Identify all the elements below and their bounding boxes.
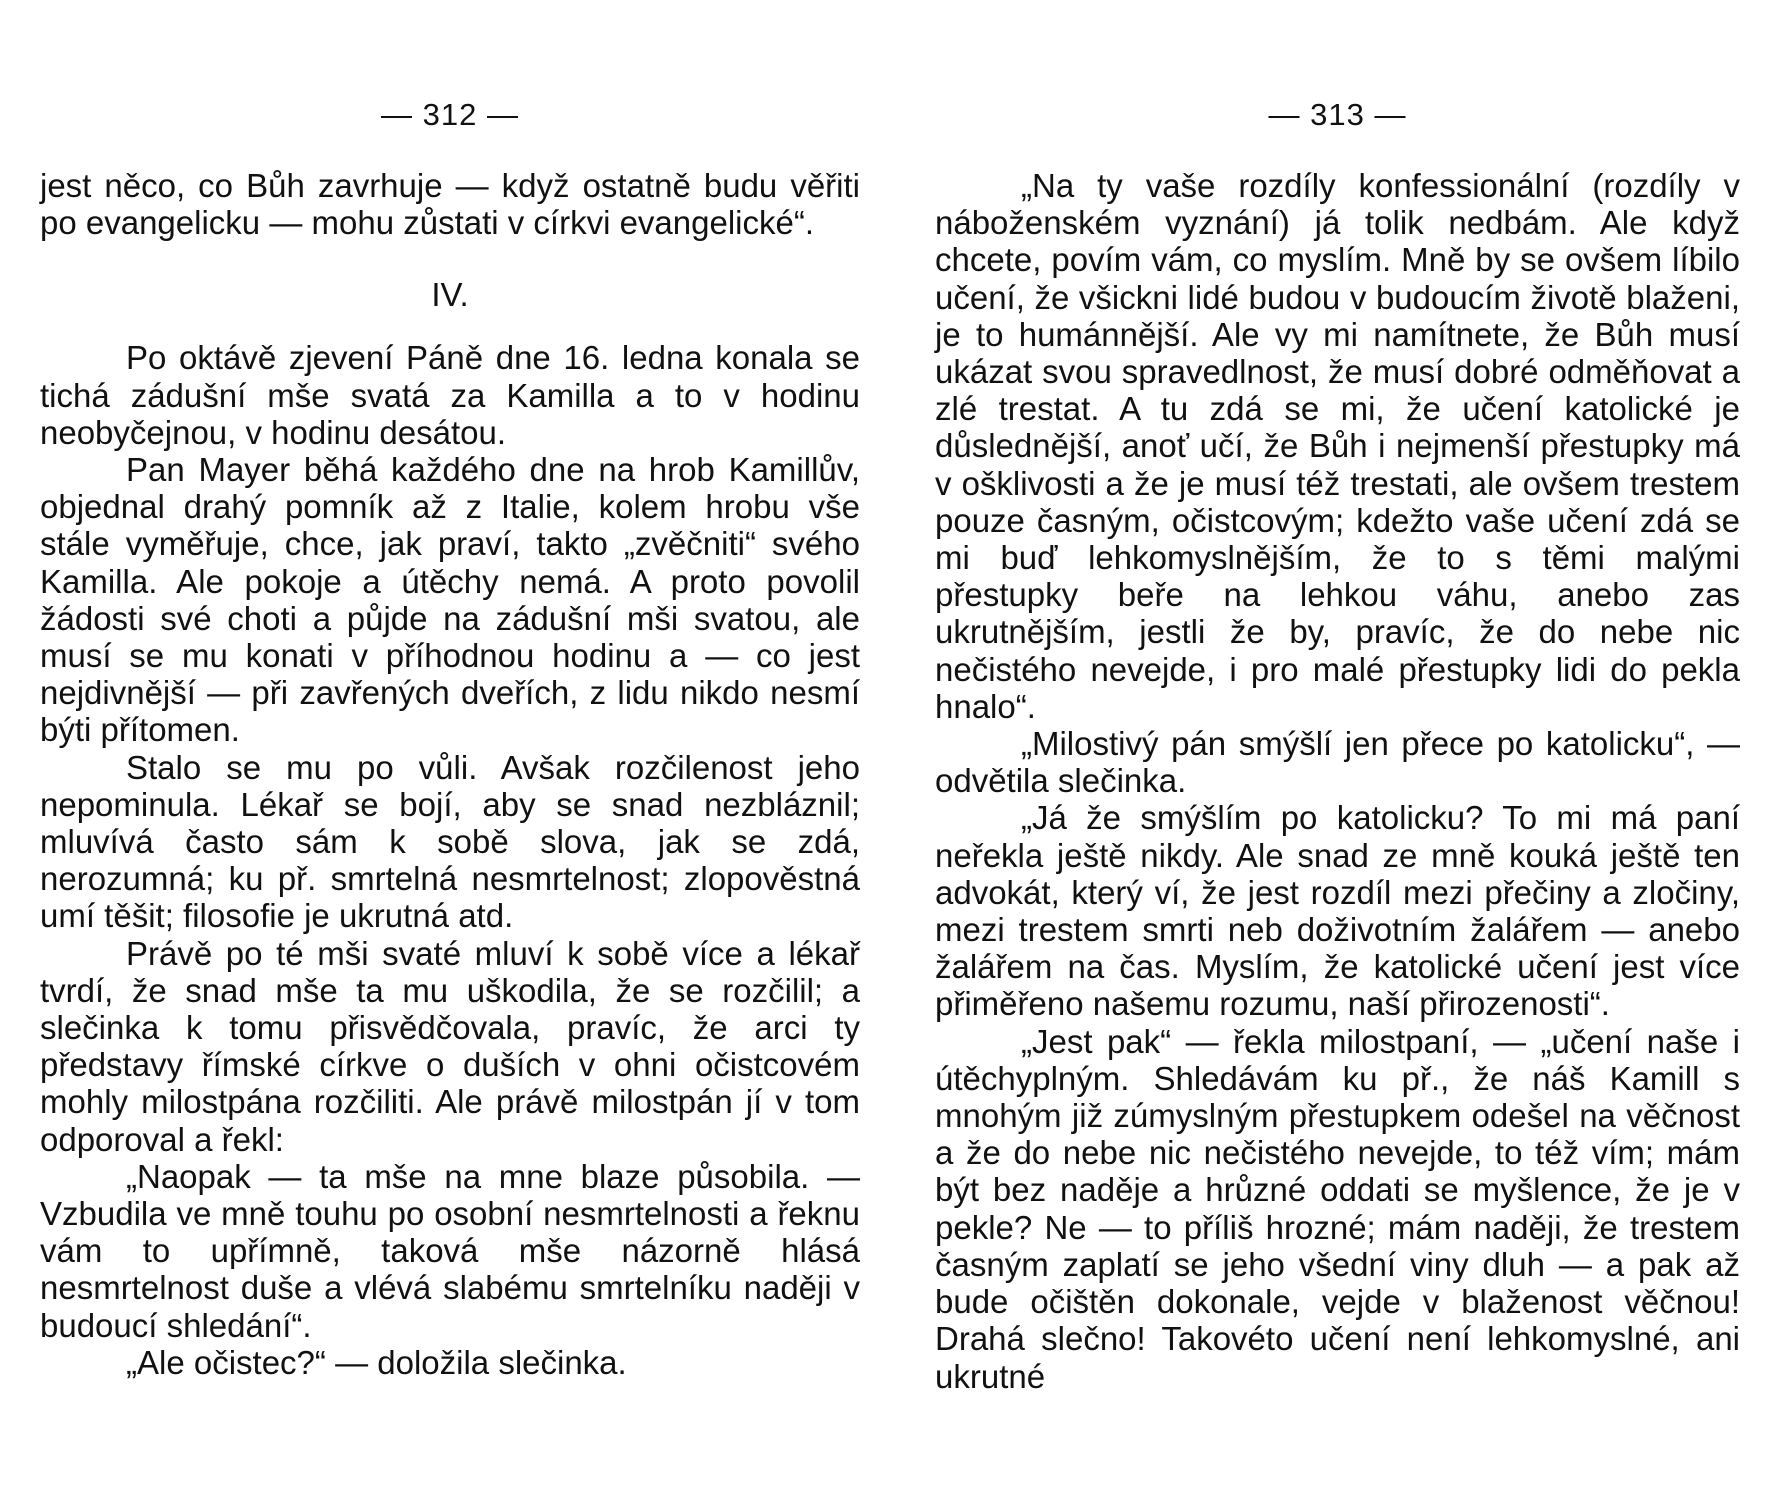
left-page xyxy=(40,0,860,1500)
paragraph: Stalo se mu po vůli. Avšak rozčilenost jeho nepominula. Lékař se bojí, aby se snad nezbláznil; mluvívá často sám k sobě slova, jak se zdá, nerozumná; ku př. smrtelná nesmrtelnost; zlopověstná umí těšit; filosofie je ukrutná atd. xyxy=(40,748,860,935)
left-page-text xyxy=(40,167,860,1381)
paragraph: „Jest pak“ — řekla milostpaní, — „učení naše i útěchyplným. Shledávám ku př., že náš Kamill s mnohým již zúmyslným přestupkem odešel na věčnost a že do nebe nic nečistého nevejde, to též vím; mám být bez naděje a hrůzné oddati se myšlence, že je v pekle? Ne — to příliš hrozné; mám naději, že trestem časným zaplatí se jeho všední viny dluh — a pak až bude očištěn dokonale, vejde v blaženost věčnou! Drahá slečno! Takovéto učení není lehkomyslné, ani ukrutné xyxy=(935,1022,1740,1395)
paragraph: „Naopak — ta mše na mne blaze působila. — Vzbudila ve mně touhu po osobní nesmrtelnosti a řeknu vám to upřímně, taková mše názorně hlásá nesmrtelnost duše a vlévá slabému smrtelníku naději v budoucí shledání“. xyxy=(40,1157,860,1344)
paragraph: „Já že smýšlím po katolicku? To mi má paní neřekla ještě nikdy. Ale snad ze mně kouká ještě ten advokát, který ví, že jest rozdíl mezi přečiny a zločiny, mezi trestem smrti neb doživotním žalářem — anebo žalářem na čas. Myslím, že katolické učení jest více přiměřeno našemu rozumu, naší přirozenosti“. xyxy=(935,799,1740,1023)
page-number-left: — 312 — xyxy=(381,97,519,132)
section-heading: IV. xyxy=(431,276,469,314)
right-page-text xyxy=(935,167,1740,1395)
paragraph: „Milostivý pán smýšlí jen přece po katolicku“, — odvětila slečinka. xyxy=(935,725,1740,800)
paragraph: Pan Mayer běhá každého dne na hrob Kamillův, objednal drahý pomník až z Italie, kolem hrobu vše stále vyměřuje, chce, jak praví, takto „zvěčniti“ svého Kamilla. Ale pokoje a útěchy nemá. A proto povolil žádosti své choti a půjde na zádušní mši svatou, ale musí se mu konati v příhodnou hodinu a — co jest nejdivnější — při zavřených dveřích, z lidu nikdo nesmí býti přítomen. xyxy=(40,451,860,749)
page-number-right: — 313 — xyxy=(1268,97,1407,132)
paragraph: Právě po té mši svaté mluví k sobě více a lékař tvrdí, že snad mše ta mu uškodila, že se rozčilil; a slečinka k tomu přisvědčovala, pravíc, že arci ty představy římské církve o duších v ohni očistcovém mohly milostpána rozčiliti. Ale právě milostpán jí v tom odporoval a řekl: xyxy=(40,934,860,1158)
paragraph: Po oktávě zjevení Páně dne 16. ledna konala se tichá zádušní mše svatá za Kamilla a to v hodinu neobyčejnou, v hodinu desátou. xyxy=(40,339,860,451)
right-page xyxy=(935,0,1740,1500)
continuation-paragraph: jest něco, co Bůh zavrhuje — když ostatně budu věřiti po evangelicku — mohu zůstati v církvi evangelické“. xyxy=(40,167,860,242)
paragraph: „Ale očistec?“ — doložila slečinka. xyxy=(126,1343,627,1381)
paragraph: „Na ty vaše rozdíly konfessionální (rozdíly v náboženském vyznání) já tolik nedbám. Ale když chcete, povím vám, co myslím. Mně by se ovšem líbilo učení, že všickni lidé budou v budoucím životě blaženi, je to humánnější. Ale vy mi namítnete, že Bůh musí ukázat svou spravedlnost, že musí dobré odměňovat a zlé trestat. A tu zdá se mi, že učení katolické je důslednější, anoť učí, že Bůh i nejmenší přestupky má v ošklivosti a že je musí též trestati, ale ovšem trestem pouze časným, očistcovým; kdežto vaše učení zdá se mi buď lehkomyslnějším, že to s těmi malými přestupky beře na lehkou váhu, anebo zas ukrutnějším, jestli že by, pravíc, že do nebe nic nečistého nevejde, i pro malé přestupky lidi do pekla hnalo“. xyxy=(935,167,1740,725)
